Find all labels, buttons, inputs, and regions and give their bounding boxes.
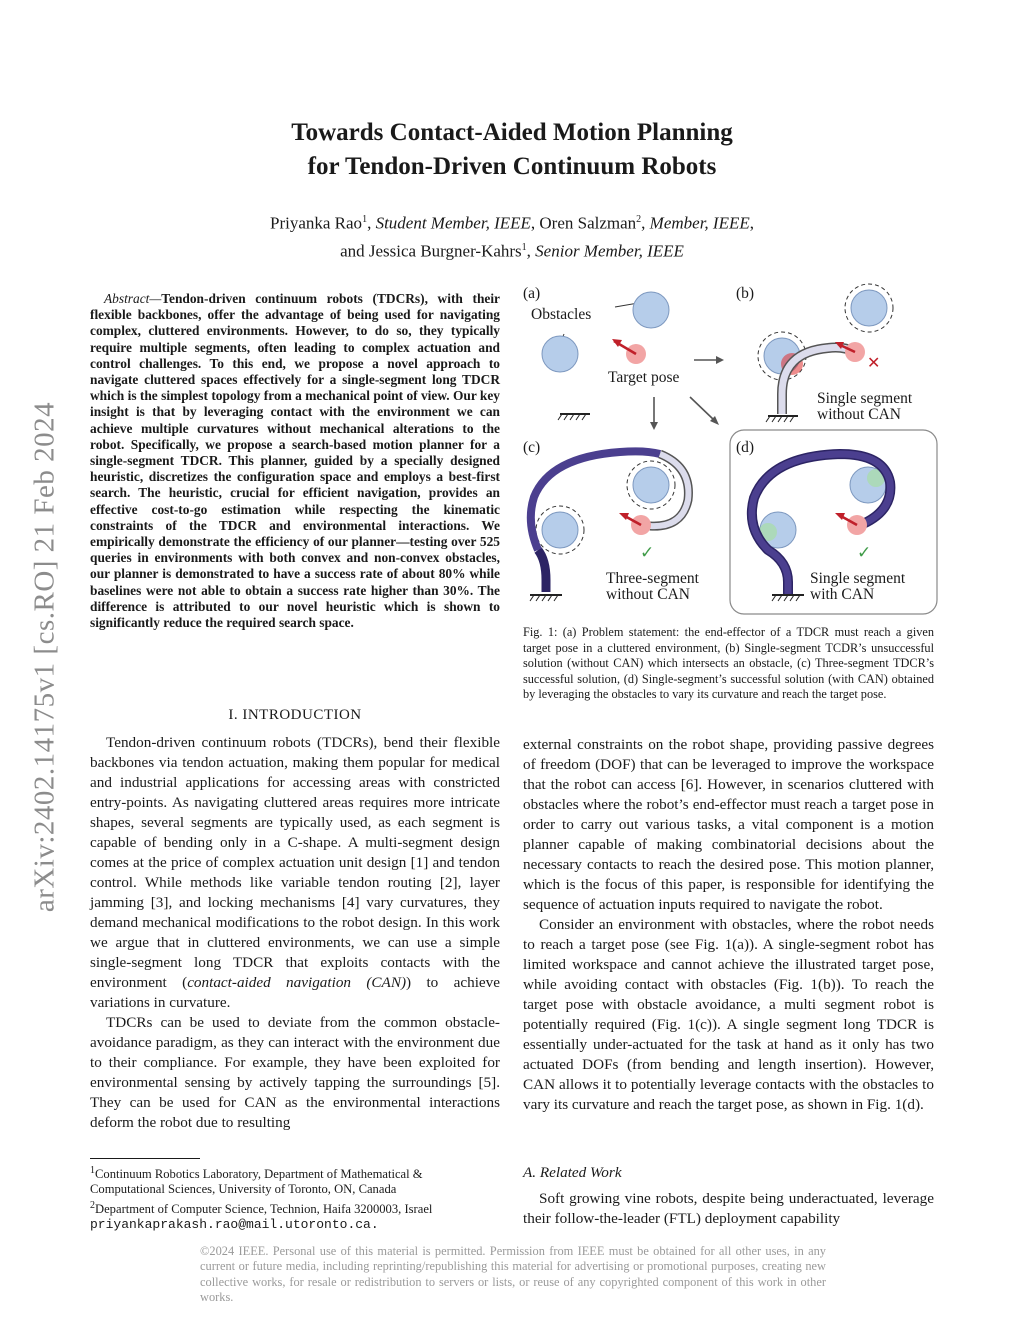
footnote-2 <box>90 1198 500 1217</box>
right-column-body <box>523 735 934 1115</box>
obstacle-b-2 <box>851 290 887 326</box>
right-paragraph-2: Consider an environment with obstacles, where the robot needs to reach a target pose (see Fig. 1(a)). A single-segment robot has limited workspace and cannot achieve the illustrated target pose, while avoiding contact with obstacles (Fig. 1(b)). To reach the target pose with obstacle avoidance, a multi segment robot is potentially required (Fig. 1(c)). A single segment long TDCR is essentially under-actuated for the task at hand as it only has two actuated DOFs (from bending and length insertion). However, CAN allows it to potentially leverage contacts with the obstacles to vary its curvature and reach the target pose, as shown in Fig. 1(d). <box>523 916 934 1113</box>
panel-b-caption-line1: Single segment <box>817 390 913 407</box>
target-pose-label: Target pose <box>608 369 680 386</box>
panel-d-caption-line2: with CAN <box>810 586 875 603</box>
author-3-name: and Jessica Burgner-Kahrs <box>340 241 522 261</box>
footnote-2-marker: 2 <box>90 1199 95 1211</box>
author-2-role: Member, IEEE <box>649 213 750 233</box>
success-mark-c: ✓ <box>640 543 655 563</box>
author-1-role: Student Member, IEEE <box>375 213 531 233</box>
author-3-affil: 1 <box>521 241 527 253</box>
paper-title <box>150 116 874 184</box>
related-work-paragraph-1: Soft growing vine robots, despite being underactuated, leverage their follow-the-leader (FTL) deployment capability <box>523 1190 934 1227</box>
author-2-affil: 2 <box>636 214 642 225</box>
intro-p1-emphasis: contact-aided navigation (CAN) <box>187 974 407 991</box>
panel-c-label: (c) <box>523 439 541 456</box>
abstract-text: Tendon-driven continuum robots (TDCRs), with their flexible backbones, offer the advantage of being used for navigating complex, cluttered environments. However, to do so, they typically require multiple segments, often leading to complex actuation and control challenges. To this end, we propose a novel approach to navigate cluttered spaces effectively for a single-segment long TDCR which is the simplest topology from a mechanical point of view. Our key insight is that by leveraging contact with the environment we can achieve multiple curvatures without mechanical alterations to the robot. Specifically, we propose a search-based motion planner for a single-segment TDCR. This planner, guided by a specially designed heuristic, discretizes the configuration space and employs a best-first search. The heuristic, crucial for efficient navigation, provides an effective cost-to-go estimation while respecting the kinematic constraints of the TDCR and environmental interactions. We empirically demonstrate the efficiency of our planner—testing over 525 queries in environments with both convex and non-convex obstacles, our planner is demonstrated to have a success rate of about 80% while baselines were not able to obtain a success rate higher than 30%. The difference is attributed to our novel heuristic which is shown to significantly reduce the required search space. <box>90 291 500 631</box>
intro-p1-text-b: ) to achieve variations in curvature. <box>90 974 500 1011</box>
title-line-1: Towards Contact-Aided Motion Planning <box>291 119 733 146</box>
panel-a-label: (a) <box>523 285 541 302</box>
arxiv-stamp <box>25 352 65 962</box>
obstacle-a-2 <box>633 292 669 328</box>
panel-c-caption-line1: Three-segment <box>606 570 699 587</box>
subsection-heading-related-work: A. Related Work <box>523 1164 622 1181</box>
author-1-affil: 1 <box>362 214 368 225</box>
panel-b-label: (b) <box>736 285 755 302</box>
success-mark-d: ✓ <box>857 543 872 563</box>
intro-p1-text-a: Tendon-driven continuum robots (TDCRs), bend their flexible backbones via tendon actuation, making them popular for medical and industrial applications for accessing areas with constricted entry-points. As navigating cluttered areas requires more intricate shapes, several segments are typically used, as each segment is capable of bending only in a C-shape. A multi-segment design comes at the price of complex actuation unit design [1] and tendon control. While methods like variable tendon routing [2], layer jamming [3], and locking mechanisms [4] vary curvatures, they demand mechanical modifications to the robot design. In this work we argue that in cluttered environments, we can use a simple single-segment long TDCR that exploits contacts with the environment ( <box>90 734 500 991</box>
footnotes <box>90 1163 500 1232</box>
obstacle-c-2 <box>633 467 669 503</box>
author-1-name: Priyanka Rao <box>269 213 363 233</box>
footnote-1-marker: 1 <box>90 1165 95 1176</box>
section-heading-introduction: I. INTRODUCTION <box>228 707 362 723</box>
footnote-divider <box>90 1158 200 1159</box>
figure-1 <box>520 282 940 618</box>
obstacles-label: Obstacles <box>531 306 592 323</box>
author-3-role: Senior Member, IEEE <box>535 241 684 261</box>
failure-mark-b: ✕ <box>867 353 881 372</box>
abstract-label: Abstract— <box>104 291 162 306</box>
panel-d-caption-line1: Single segment <box>810 570 906 587</box>
obstacle-c-1 <box>542 512 578 548</box>
abstract <box>90 291 500 631</box>
introduction-body <box>90 733 500 1133</box>
robot-c-segment-1 <box>538 550 546 592</box>
obstacle-a-1 <box>542 336 578 372</box>
author-list: Priyanka Rao$^1$, Student Member, IEEE, Oren Salzman$^2$, Member, IEEE, and Jessica Burgner-Kahrs$^1$, Senior Member, IEEE <box>269 213 754 261</box>
figure-1-caption: Fig. 1: (a) Problem statement: the end-effector of a TDCR must reach a given target pose in a cluttered environment, (b) Single-segment TCDR’s unsuccessful solution (without CAN) which intersects an obstacle, (c) Three-segment TDCR’s successful solution, (d) Single-segment’s successful solution (with CAN) obtained by leveraging the obstacles to vary its curvature and reach the target pose. <box>523 625 934 702</box>
intro-paragraph-1 <box>90 733 500 1013</box>
panel-transition-arrows <box>650 356 724 430</box>
copyright-notice: ©2024 IEEE. Personal use of this material is permitted. Permission from IEEE must be obtained for all other uses, in any current or future media, including reprinting/republishing this material for advertising or promotional purposes, creating new collective works, for resale or redistribution to servers or lists, or reuse of any copyrighted component of this work in other works. <box>200 1244 826 1304</box>
footnote-2-text: Department of Computer Science, Technion, Haifa 3200003, Israel <box>95 1201 433 1216</box>
panel-d-label: (d) <box>736 439 755 456</box>
arxiv-id-text: arXiv:2402.14175v1 [cs.RO] 21 Feb 2024 <box>28 401 61 913</box>
related-work-body <box>523 1189 934 1229</box>
panel-b-caption-line2: without CAN <box>817 406 901 423</box>
author-2-name: Oren Salzman <box>539 213 637 233</box>
footnote-1 <box>90 1163 500 1198</box>
title-line-2: for Tendon-Driven Continuum Robots <box>307 153 717 180</box>
right-paragraph-1: external constraints on the robot shape, providing passive degrees of freedom (DOF) that can be leveraged to improve the workspace that the robot can access [6]. However, in scenarios cluttered with obstacles where the robot’s end-effector must reach a target pose in order to carry out various tasks, a vital component is a motion planner capable of making combinatorial decisions about the necessary contacts to reach the desired pose. This motion planner, which is the focus of this paper, is responsible for identifying the sequence of actuation inputs required to navigate the robot. <box>523 736 934 913</box>
panel-c-caption-line2: without CAN <box>606 586 690 603</box>
intro-paragraph-2: TDCRs can be used to deviate from the common obstacle-avoidance paradigm, as they can interact with the environment due to their compliance. For example, they have been exploited for environmental sensing by actively tapping the surroundings [5]. They can be used for CAN as the environmental interactions deform the robot due to resulting <box>90 1014 500 1131</box>
footnote-1-text: Continuum Robotics Laboratory, Department of Mathematical & Computational Sciences, University of Toronto, ON, Canada <box>90 1167 423 1197</box>
footnote-email: priyankaprakash.rao@mail.utoronto.ca. <box>90 1216 379 1232</box>
